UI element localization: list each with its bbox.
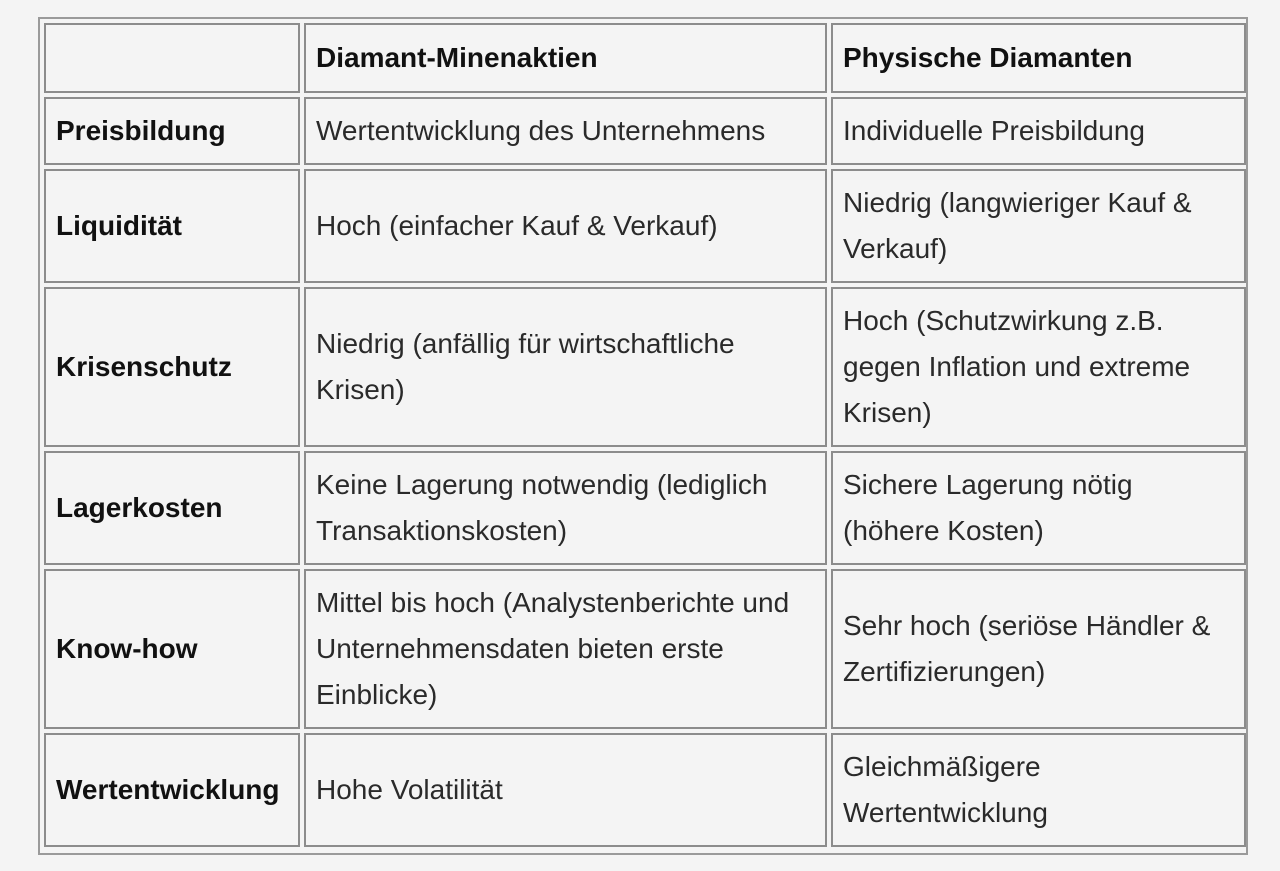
table-cell-mining-stocks: Keine Lagerung notwendig (lediglich Transaktionskosten) [304, 451, 827, 565]
row-label: Liquidität [44, 169, 300, 283]
table-row [44, 169, 1246, 283]
table-cell-physical-diamonds: Gleichmäßigere Wertentwicklung [831, 733, 1246, 847]
table-header-row [44, 23, 1246, 93]
table-row [44, 451, 1246, 565]
table-cell-mining-stocks: Wertentwicklung des Unternehmens [304, 97, 827, 165]
table-row [44, 97, 1246, 165]
table-cell-physical-diamonds: Individuelle Preisbildung [831, 97, 1246, 165]
table-cell-mining-stocks: Hohe Volatilität [304, 733, 827, 847]
comparison-table [40, 19, 1250, 851]
table-cell-physical-diamonds: Niedrig (langwieriger Kauf & Verkauf) [831, 169, 1246, 283]
row-label: Krisenschutz [44, 287, 300, 447]
table-row [44, 733, 1246, 847]
table-row [44, 569, 1246, 729]
table-cell-physical-diamonds: Sichere Lagerung nötig (höhere Kosten) [831, 451, 1246, 565]
header-cell-physical-diamonds: Physische Diamanten [831, 23, 1246, 93]
table-cell-mining-stocks: Mittel bis hoch (Analystenberichte und Unternehmensdaten bieten erste Einblicke) [304, 569, 827, 729]
header-cell-mining-stocks: Diamant-Minenaktien [304, 23, 827, 93]
table-cell-physical-diamonds: Sehr hoch (seriöse Händler & Zertifizierungen) [831, 569, 1246, 729]
row-label: Know-how [44, 569, 300, 729]
row-label: Wertentwicklung [44, 733, 300, 847]
table-frame [38, 17, 1248, 855]
table-cell-physical-diamonds: Hoch (Schutzwirkung z.B. gegen Inflation und extreme Krisen) [831, 287, 1246, 447]
table-cell-mining-stocks: Hoch (einfacher Kauf & Verkauf) [304, 169, 827, 283]
table-cell-mining-stocks: Niedrig (anfällig für wirtschaftliche Krisen) [304, 287, 827, 447]
row-label: Preisbildung [44, 97, 300, 165]
table-row [44, 287, 1246, 447]
header-cell-empty [44, 23, 300, 93]
row-label: Lagerkosten [44, 451, 300, 565]
